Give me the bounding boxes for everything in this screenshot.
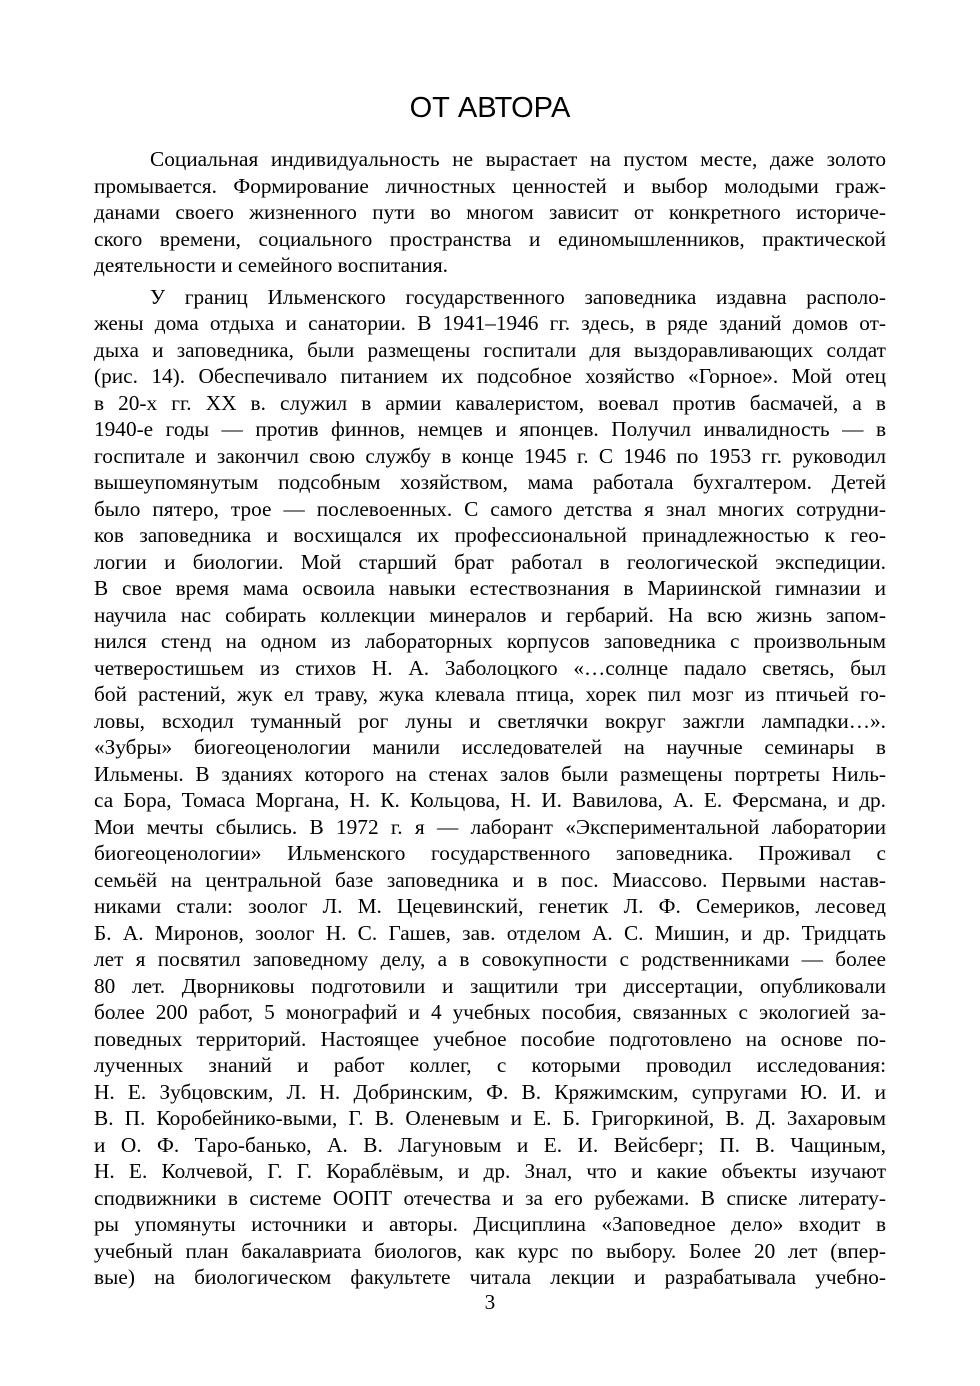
text-line: Н. Е. Колчевой, Г. Г. Кораблёвым, и др. Знал, что и какие объекты изучают: [94, 1159, 886, 1183]
text-line: поведных территорий. Настоящее учебное пособие подготовлено на основе по-: [94, 1026, 886, 1051]
text-line: Н. Е. Зубцовским, Л. Н. Добринским, Ф. В. Кряжимским, супругами Ю. И. и: [94, 1079, 886, 1104]
text-line: вышеупомянутым подсобным хозяйством, мама работала бухгалтером. Детей: [94, 470, 886, 494]
text-line: биогеоценологии» Ильменского государственного заповедника. Проживал с: [94, 841, 886, 865]
text-line: ков заповедника и восхищался их профессиональной принадлежностью к гео-: [94, 523, 886, 547]
text-line: и О. Ф. Таро-банько, А. В. Лагуновым и Е. И. Вейсберг; П. В. Чащиным,: [94, 1132, 886, 1157]
text-line: четверостишьем из стихов Н. А. Заболоцкого «…солнце падало светясь, был: [94, 655, 886, 680]
text-line: В свое время мама освоила навыки естествознания в Мариинской гимназии и: [94, 576, 886, 600]
page-title: ОТ АВТОРА: [409, 92, 571, 124]
text-line: 80 лет. Дворниковы подготовили и защитили три диссертации, опубликовали: [94, 973, 886, 998]
text-line: Социальная индивидуальность не вырастает на пустом месте, даже золото: [150, 147, 886, 171]
text-line: лученных знаний и работ коллег, с которыми проводил исследования:: [94, 1053, 886, 1077]
text-line: Ильмены. В зданиях которого на стенах залов были размещены портреты Ниль-: [94, 761, 886, 786]
text-line: лет я посвятил заповедному делу, а в совокупности с родственниками — более: [94, 947, 886, 971]
text-line: научила нас собирать коллекции минералов и гербарий. На всю жизнь запом-: [94, 602, 886, 627]
text-line: было пятеро, трое — послевоенных. С самого детства я знал многих сотрудни-: [94, 496, 886, 521]
text-line: данами своего жизненного пути во многом зависит от конкретного историче-: [94, 200, 886, 224]
text-line: логии и биологии. Мой старший брат работал в геологической экспедиции.: [94, 549, 886, 574]
paragraph: [94, 146, 886, 279]
text-line: са Бора, Томаса Моргана, Н. К. Кольцова, Н. И. Вавилова, А. Е. Ферсмана, и др.: [94, 788, 886, 812]
text-line: учебный план бакалавриата биологов, как курс по выбору. Более 20 лет (впер-: [94, 1238, 886, 1263]
text-line: ры упомянуты источники и авторы. Дисциплина «Заповедное дело» входит в: [94, 1212, 886, 1236]
text-line: (рис. 14). Обеспечивало питанием их подсобное хозяйство «Горное». Мой отец: [94, 364, 886, 388]
text-line: ского времени, социального пространства и единомышленников, практической: [94, 226, 886, 251]
text-line: Б. А. Миронов, зоолог Н. С. Гашев, зав. отделом А. С. Мишин, и др. Тридцать: [94, 920, 886, 945]
text-line: более 200 работ, 5 монографий и 4 учебных пособия, связанных с экологией за-: [94, 1000, 886, 1024]
text-line: ловы, всходил туманный рог луны и светлячки вокруг зажгли лампадки…».: [94, 708, 886, 733]
page-number: 3: [484, 1290, 496, 1314]
text-line: в 20-х гг. XX в. служил в армии кавалеристом, воевал против басмачей, а в: [94, 390, 886, 415]
text-line: «Зубры» биогеоценологии манили исследователей на научные семинары в: [94, 735, 886, 759]
text-line: жены дома отдыха и санатории. В 1941–1946 гг. здесь, в ряде зданий домов от-: [94, 311, 886, 335]
text-line: сподвижники в системе ООПТ отечества и за его рубежами. В списке литерату-: [94, 1185, 886, 1210]
text-line: госпитале и закончил свою службу в конце 1945 г. С 1946 по 1953 гг. руководил: [94, 443, 886, 468]
text-line: дыха и заповедника, были размещены госпитали для выздоравливающих солдат: [94, 337, 886, 362]
text-line: промывается. Формирование личностных ценностей и выбор молодыми граж-: [94, 173, 886, 198]
text-line: никами стали: зоолог Л. М. Цецевинский, генетик Л. Ф. Семериков, лесовед: [94, 894, 886, 918]
text-line: вые) на биологическом факультете читала лекции и разрабатывала учебно-: [94, 1265, 886, 1289]
text-line: семьёй на центральной базе заповедника и в пос. Миассово. Первыми настав-: [94, 867, 886, 892]
text-line: В. П. Коробейнико-выми, Г. В. Оленевым и Е. Б. Григоркиной, В. Д. Захаровым: [94, 1106, 886, 1130]
text-line: 1940-е годы — против финнов, немцев и японцев. Получил инвалидность — в: [94, 417, 886, 441]
paragraph: [94, 284, 886, 1291]
text-line: Мои мечты сбылись. В 1972 г. я — лаборант «Экспериментальной лаборатории: [94, 814, 886, 839]
text-line: деятельности и семейного воспитания.: [94, 253, 448, 277]
body-text: [94, 146, 886, 1291]
text-line: бой растений, жук ел траву, жука клевала птица, хорек пил мозг из птичьей го-: [94, 682, 886, 706]
text-line: нился стенд на одном из лабораторных корпусов заповедника с произвольным: [94, 629, 886, 653]
text-line: У границ Ильменского государственного заповедника издавна располо-: [150, 284, 886, 309]
